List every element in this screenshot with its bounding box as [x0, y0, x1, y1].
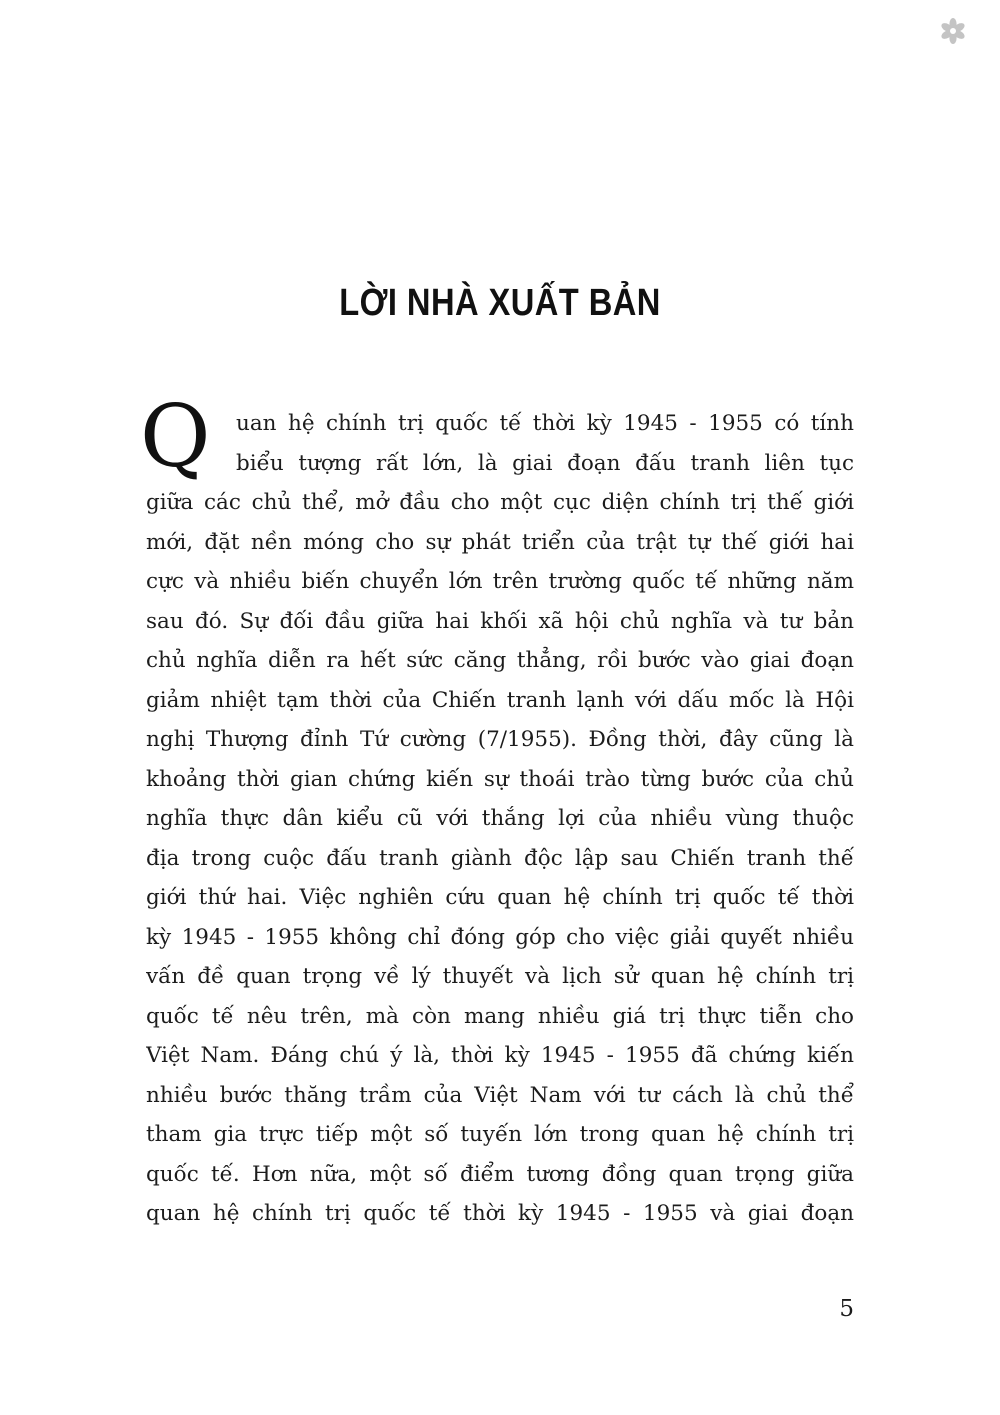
publisher-flower-icon — [938, 16, 968, 46]
page-number: 5 — [839, 1296, 854, 1322]
paragraph-line: sau đó. Sự đối đầu giữa hai khối xã hội chủ nghĩa và tư bản — [146, 608, 854, 634]
drop-cap: Q — [140, 387, 211, 487]
paragraph-line: giảm nhiệt tạm thời của Chiến tranh lạnh với dấu mốc là Hội — [146, 687, 854, 713]
paragraph-line: nghị Thượng đỉnh Tứ cường (7/1955). Đồng thời, đây cũng là — [146, 727, 854, 752]
paragraph-line: vấn đề quan trọng về lý thuyết và lịch sử quan hệ chính trị — [146, 964, 854, 989]
paragraph-line: giữa các chủ thể, mở đầu cho một cục diện chính trị thế giới — [146, 490, 854, 515]
page-title: LỜI NHÀ XUẤT BẢN — [339, 282, 661, 324]
paragraph-line: mới, đặt nền móng cho sự phát triển của trật tự thế giới hai — [146, 529, 854, 555]
paragraph-line: chủ nghĩa diễn ra hết sức căng thẳng, rồi bước vào giai đoạn — [146, 648, 854, 673]
paragraph-line: khoảng thời gian chứng kiến sự thoái trào từng bước của chủ — [146, 766, 854, 792]
paragraph-line: nghĩa thực dân kiểu cũ với thắng lợi của nhiều vùng thuộc — [146, 806, 854, 831]
paragraph-line: giới thứ hai. Việc nghiên cứu quan hệ chính trị quốc tế thời — [146, 885, 854, 910]
paragraph-line: cực và nhiều biến chuyển lớn trên trường quốc tế những năm — [146, 569, 854, 594]
paragraph-line: kỳ 1945 - 1955 không chỉ đóng góp cho việc giải quyết nhiều — [146, 924, 854, 950]
paragraph-line: uan hệ chính trị quốc tế thời kỳ 1945 - 1955 có tính — [236, 411, 854, 436]
paragraph-line: quốc tế nêu trên, mà còn mang nhiều giá trị thực tiễn cho — [146, 1003, 854, 1029]
paragraph-line: biểu tượng rất lớn, là giai đoạn đấu tranh liên tục — [236, 450, 854, 476]
paragraph-line: quan hệ chính trị quốc tế thời kỳ 1945 - 1955 và giai đoạn — [146, 1201, 854, 1226]
paragraph-line: quốc tế. Hơn nữa, một số điểm tương đồng quan trọng giữa — [146, 1161, 854, 1187]
paragraph-line: địa trong cuộc đấu tranh giành độc lập sau Chiến tranh thế — [146, 845, 854, 871]
paragraph-line: Việt Nam. Đáng chú ý là, thời kỳ 1945 - 1955 đã chứng kiến — [146, 1043, 854, 1068]
body-paragraph — [146, 404, 854, 1234]
paragraph-line: tham gia trực tiếp một số tuyến lớn trong quan hệ chính trị — [146, 1122, 854, 1147]
paragraph-line: nhiều bước thăng trầm của Việt Nam với tư cách là chủ thể — [146, 1082, 854, 1108]
